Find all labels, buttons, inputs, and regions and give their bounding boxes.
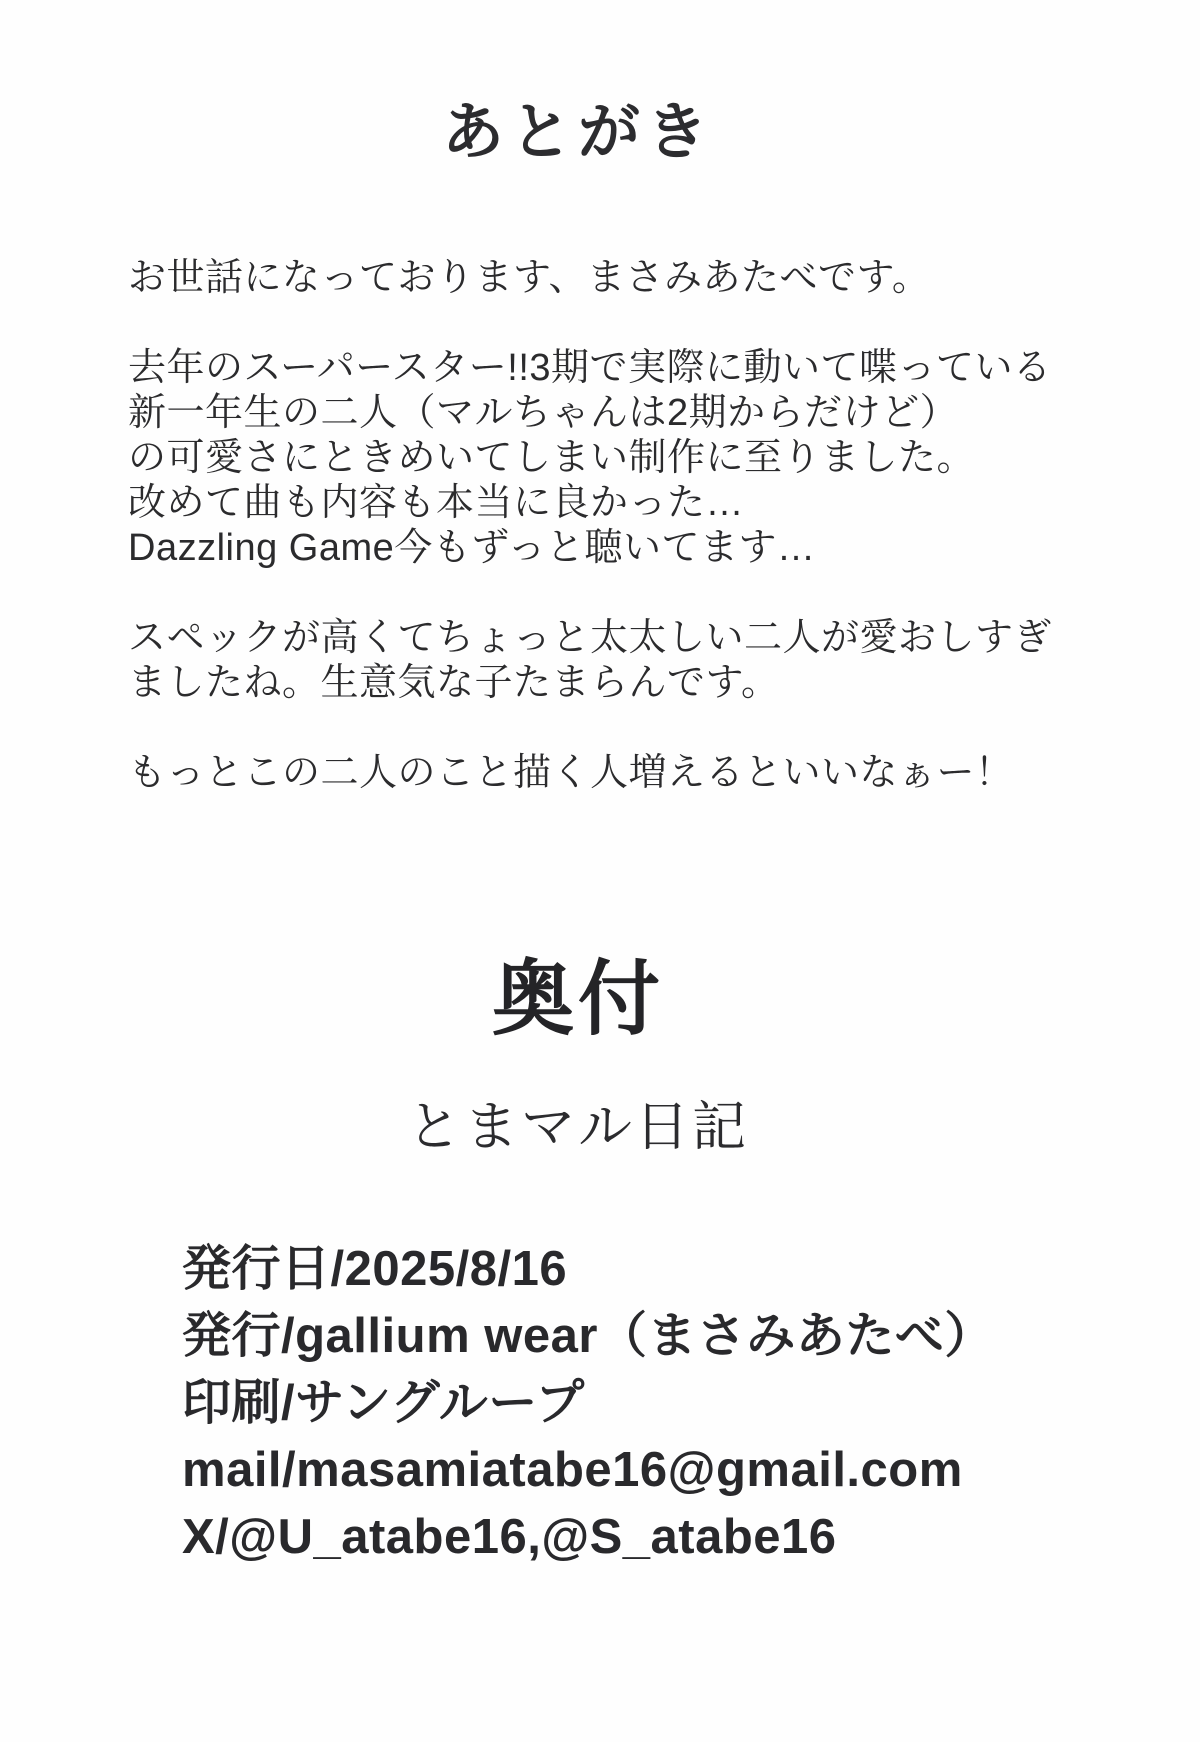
afterword-line: スペックが高くてちょっと太太しい二人が愛おしすぎ (128, 617, 1053, 659)
printer-line: 印刷/サングループ (182, 1376, 585, 1430)
mail-line: mail/masamiatabe16@gmail.com (182, 1443, 963, 1497)
colophon-details (182, 1236, 1160, 1571)
afterword-line: 新一年生の二人（マルちゃんは2期からだけど） (128, 392, 959, 434)
afterword-title: あとがき (441, 95, 714, 168)
afterword-line: お世話になっております、まさみあたべです。 (128, 257, 931, 299)
x-accounts-line: X/@U_atabe16,@S_atabe16 (182, 1510, 837, 1564)
afterword-body (128, 256, 1140, 796)
afterword-paragraph-wish (128, 751, 1140, 796)
afterword-line: 改めて曲も内容も本当に良かった… (128, 482, 745, 524)
afterword-paragraph-greeting (128, 256, 1140, 301)
afterword-line: もっとこの二人のこと描く人増えるといいなぁー！ (128, 752, 1014, 794)
colophon-title: 奥付 (491, 954, 664, 1045)
publisher-line: 発行/gallium wear（まさみあたべ） (182, 1309, 994, 1363)
afterword-paragraph-motivation (128, 346, 1140, 571)
book-title: とまマル日記 (407, 1095, 749, 1158)
afterword-paragraph-impression (128, 616, 1140, 706)
afterword-line: Dazzling Game今もずっと聴いてます… (128, 527, 816, 569)
publish-date-line: 発行日/2025/8/16 (182, 1242, 568, 1296)
afterword-line: の可愛さにときめいてしまい制作に至りました。 (128, 437, 976, 479)
afterword-line: ましたね。生意気な子たまらんです。 (128, 662, 780, 704)
afterword-line: 去年のスーパースター!!3期で実際に動いて喋っている (128, 347, 1052, 389)
